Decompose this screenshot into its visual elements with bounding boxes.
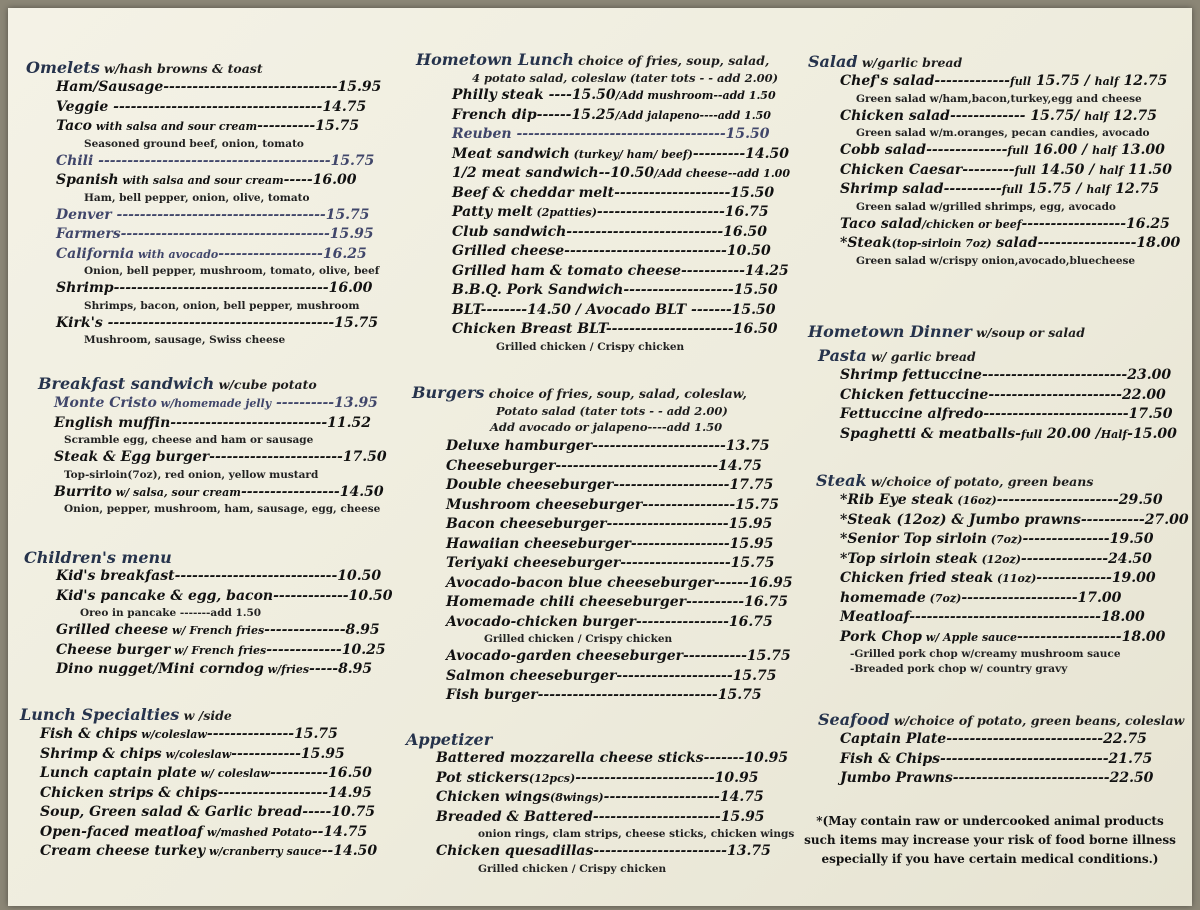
menu-item-note: half: [1086, 183, 1111, 196]
menu-item-note: full: [1020, 427, 1043, 441]
menu-item: [26, 171, 388, 191]
menu-item: [808, 234, 1180, 254]
menu-item-text: Fettuccine alfredo-------------------------17.50: [840, 406, 1173, 422]
menu-item-note: w/ coleslaw: [196, 767, 270, 780]
menu-item-note: /Add jalapeno----add 1.50: [615, 108, 771, 122]
menu-item-description: Grilled chicken / Crispy chicken: [478, 862, 667, 875]
menu-item: [406, 749, 789, 769]
menu-item-text: ---------14.50: [692, 145, 789, 162]
menu-item-text: -------------19.00: [1036, 570, 1156, 586]
menu-item: [416, 223, 782, 243]
menu-item: [24, 621, 388, 641]
menu-item-text: Reuben ------------------------------------15.50: [452, 126, 770, 142]
menu-item-text: 12.75: [1108, 107, 1157, 124]
menu-item-text: Meat sandwich: [452, 145, 570, 162]
menu-item-text: Monte Cristo: [54, 395, 157, 411]
menu-item: [20, 745, 388, 765]
menu-item-text: Shrimp fettuccine-------------------------23.00: [840, 367, 1172, 383]
menu-item-note: with avocado: [134, 247, 219, 261]
burgers-addons-note: Add avocado or jalapeno----add 1.50: [490, 420, 723, 434]
menu-item: [816, 628, 1180, 648]
menu-item: [808, 141, 1180, 161]
menu-item-note: w/ French fries: [170, 643, 267, 657]
menu-item-note: w/coleslaw: [137, 728, 207, 741]
menu-item-text: Grilled cheese: [56, 622, 169, 638]
menu-item-text: 16.00 /: [1028, 142, 1093, 158]
menu-item-note: full: [1009, 75, 1032, 88]
menu-item-text: *Steak (12oz) & Jumbo prawns-----------27.00: [840, 511, 1189, 528]
menu-item-text: -15.00: [1127, 425, 1177, 442]
menu-item: [816, 550, 1180, 570]
section-burgers: [412, 383, 793, 706]
menu-item-note: /chicken or beef: [922, 217, 1022, 231]
menu-item-description: Scramble egg, cheese and ham or sausage: [64, 434, 314, 446]
menu-item: [26, 117, 388, 137]
menu-item-description: Green salad w/grilled shrimps, egg, avocado: [856, 200, 1116, 213]
menu-item-text: Hawaiian cheeseburger-----------------15.95: [446, 535, 774, 552]
menu-item: [412, 496, 782, 516]
menu-item-text: *Senior Top sirloin: [840, 531, 987, 547]
menu-item: [816, 569, 1180, 589]
menu-item: [24, 660, 388, 680]
menu-item: [26, 314, 388, 334]
menu-item: [412, 515, 782, 535]
menu-item-text: Salmon cheeseburger--------------------15.75: [446, 667, 777, 684]
menu-item-note: w/ salsa, sour cream: [111, 485, 241, 499]
menu-item-text: salad-----------------18.00: [991, 235, 1181, 251]
menu-item-text: Kid's breakfast----------------------------10.50: [56, 568, 382, 584]
menu-item: [20, 725, 388, 745]
menu-item-note: full: [1007, 144, 1029, 157]
section-omelets: [26, 58, 388, 348]
menu-item: [818, 730, 1180, 750]
menu-item: [818, 405, 1180, 425]
section-breakfast-sandwich: [38, 374, 388, 517]
menu-item-description: onion rings, clam strips, cheese sticks, chicken wings: [478, 828, 795, 840]
menu-item: [406, 769, 782, 789]
menu-item: [816, 608, 1180, 628]
menu-item-text: ------------------18.00: [1016, 628, 1166, 645]
menu-item-description: Ham, bell pepper, onion, olive, tomato: [84, 191, 310, 204]
menu-item-text: 1/2 meat sandwich--10.50: [452, 165, 655, 181]
menu-item: [20, 803, 388, 823]
menu-item-text: Teriyaki cheeseburger-------------------15.75: [446, 555, 775, 571]
menu-item-text: --------------------14.75: [603, 789, 764, 805]
menu-item-text: Chicken fettuccine-----------------------22.00: [840, 386, 1166, 403]
menu-item-text: Jumbo Prawns---------------------------22.50: [840, 770, 1154, 786]
menu-sheet: [8, 8, 1192, 906]
section-title-lunch-specialties: Lunch Specialties w /side: [20, 705, 232, 724]
menu-item-text: Grilled cheese----------------------------10.50: [452, 243, 771, 259]
menu-item-text: Veggie ------------------------------------14.75: [56, 98, 367, 115]
menu-item-text: Chicken fried steak: [840, 570, 994, 586]
menu-item-text: --14.50: [321, 843, 378, 859]
menu-item: [406, 788, 782, 808]
menu-item-text: Ham/Sausage------------------------------15.95: [56, 79, 382, 95]
menu-item-text: -----16.00: [283, 172, 357, 188]
menu-item-text: Avocado-garden cheeseburger-----------15.75: [446, 648, 791, 664]
menu-item-text: Cream cheese turkey: [40, 843, 206, 859]
menu-item-text: Taco salad: [840, 215, 923, 232]
menu-item-text: *Rib Eye steak: [840, 492, 954, 508]
section-title-salad: Salad w/garlic bread: [808, 52, 963, 71]
menu-item: [818, 366, 1180, 386]
section-lunch-specialties: [20, 705, 388, 862]
menu-item: [20, 842, 388, 862]
menu-item-text: Bacon cheeseburger---------------------15.95: [446, 516, 773, 532]
menu-item-text: -----------------14.50: [240, 483, 384, 500]
section-hometown-lunch: [416, 50, 790, 355]
menu-item: [416, 106, 782, 126]
menu-item-text: Philly steak ----15.50: [452, 87, 616, 103]
menu-item-note: w/homemade jelly: [156, 397, 272, 410]
menu-item-note: /Add mushroom--add 1.50: [615, 89, 776, 102]
menu-item-note: (12pcs): [528, 771, 576, 785]
menu-item-description: -Grilled pork chop w/creamy mushroom sauce: [850, 648, 1121, 660]
menu-item: [24, 587, 393, 607]
menu-item-text: Chef's salad-------------: [840, 73, 1010, 89]
menu-item-description: Green salad w/ham,bacon,turkey,egg and cheese: [856, 92, 1142, 105]
menu-item: [26, 98, 388, 118]
menu-item: [412, 613, 782, 633]
menu-item: [416, 242, 782, 262]
menu-item-description: Grilled chicken / Crispy chicken: [496, 340, 685, 353]
menu-item-text: Spanish: [56, 172, 119, 188]
menu-item-text: Burrito: [54, 483, 112, 500]
menu-item-text: *Top sirloin steak: [840, 550, 978, 567]
menu-item: [816, 530, 1180, 550]
menu-item-text: 14.50 /: [1035, 161, 1100, 178]
menu-item-text: Pot stickers: [436, 769, 529, 786]
menu-item-note: full: [1014, 163, 1036, 177]
menu-item: [26, 279, 388, 299]
menu-item-note: half: [1099, 163, 1124, 177]
menu-item-text: Avocado-chicken burger----------------16.75: [446, 613, 773, 630]
menu-item: [20, 823, 388, 843]
menu-item: [416, 164, 790, 184]
menu-item-note: (12oz): [977, 552, 1021, 566]
menu-item: [808, 107, 1180, 127]
menu-item-text: 11.50: [1123, 161, 1173, 178]
menu-item-description: Seasoned ground beef, onion, tomato: [84, 137, 304, 150]
menu-item: [412, 667, 782, 687]
section-title-breakfast-sandwich: Breakfast sandwich w/cube potato: [38, 374, 317, 393]
menu-item-note: (7oz): [986, 533, 1023, 546]
menu-item-text: Chicken Caesar---------: [840, 161, 1015, 178]
menu-item: [416, 86, 782, 106]
menu-item-text: BLT--------14.50 / Avocado BLT -------15.50: [452, 301, 776, 318]
menu-item-text: Cobb salad--------------: [840, 142, 1008, 158]
menu-item-text: Chicken quesadillas-----------------------13.75: [436, 843, 771, 859]
menu-item-text: Shrimp salad----------: [840, 181, 1002, 197]
section-title-hometown-lunch: Hometown Lunch choice of fries, soup, salad,: [416, 50, 770, 69]
menu-item: [26, 245, 388, 265]
menu-item-text: Shrimp-------------------------------------16.00: [56, 280, 373, 296]
menu-item-text: Fish & Chips-----------------------------21.75: [840, 750, 1153, 767]
menu-item-text: Captain Plate---------------------------22.75: [840, 731, 1147, 747]
menu-item-text: Taco: [56, 118, 93, 134]
menu-item-note: half: [1084, 109, 1109, 123]
menu-item-text: --------------8.95: [264, 622, 380, 638]
menu-item: [818, 769, 1180, 789]
menu-item: [412, 686, 782, 706]
menu-item-text: 13.00: [1116, 142, 1165, 158]
menu-item: [808, 161, 1180, 181]
menu-item-text: Chicken Breast BLT----------------------16.50: [452, 321, 778, 337]
menu-item-note: (11oz): [993, 572, 1037, 585]
menu-item-text: Soup, Green salad & Garlic bread-----10.75: [40, 804, 376, 820]
menu-item-text: Denver ------------------------------------15.75: [56, 206, 370, 223]
menu-item: [406, 808, 782, 828]
menu-item-text: ------------------16.25: [218, 245, 367, 262]
menu-item-text: Dino nugget/Mini corndog: [56, 661, 264, 677]
menu-item-text: B.B.Q. Pork Sandwich-------------------15.50: [452, 282, 778, 298]
menu-item-text: ---------------------29.50: [996, 492, 1163, 508]
menu-item-text: English muffin---------------------------11.52: [54, 414, 372, 431]
menu-item-text: --14.75: [311, 823, 368, 840]
menu-item-description: Shrimps, bacon, onion, bell pepper, mushroom: [84, 299, 360, 312]
menu-item-text: 15.75 /: [1031, 73, 1095, 89]
menu-item: [818, 386, 1180, 406]
menu-item: [808, 215, 1180, 235]
menu-item-description: Onion, bell pepper, mushroom, tomato, olive, beef: [84, 265, 380, 277]
menu-item-text: -----8.95: [309, 661, 373, 677]
menu-item-note: (7oz): [925, 591, 962, 605]
menu-item-description: Oreo in pancake -------add 1.50: [80, 607, 262, 619]
section-title-omelets: Omelets w/hash browns & toast: [26, 58, 263, 77]
menu-item: [26, 206, 388, 226]
menu-item-note: (turkey/ ham/ beef): [569, 147, 693, 161]
menu-item-note: /Add cheese--add 1.00: [654, 167, 790, 180]
menu-item: [412, 593, 788, 613]
menu-item-text: Chicken strips & chips-------------------14.95: [40, 784, 372, 801]
menu-item-text: 20.00 /: [1042, 425, 1101, 442]
menu-item-text: ----------------------16.75: [596, 204, 769, 220]
menu-item-text: 12.75: [1118, 73, 1168, 89]
menu-item-text: Club sandwich---------------------------16.50: [452, 223, 768, 240]
menu-item-text: Patty melt: [452, 204, 533, 220]
menu-item-note: w/mashed Potato: [203, 825, 312, 839]
menu-item: [816, 589, 1180, 609]
menu-item: [412, 574, 793, 594]
menu-item-note: with salsa and sour cream: [92, 120, 258, 133]
menu-item-text: Kirk's ---------------------------------------15.75: [56, 314, 379, 331]
menu-item: [412, 647, 791, 667]
section-steak: [816, 471, 1189, 677]
menu-item: [24, 567, 388, 587]
menu-item-text: ----------16.50: [269, 765, 372, 781]
menu-item-text: Battered mozzarella cheese sticks-------10.95: [436, 750, 789, 766]
menu-item: [26, 78, 388, 98]
menu-item-text: California: [56, 245, 135, 262]
menu-item: [808, 72, 1180, 92]
menu-item-text: 12.75: [1110, 181, 1160, 197]
menu-item-note: w/ French fries: [168, 624, 265, 637]
section-title-seafood: Seafood w/choice of potato, green beans, coleslaw: [818, 710, 1185, 729]
menu-item: [412, 437, 782, 457]
menu-item-note: full: [1001, 183, 1023, 196]
menu-item: [412, 457, 782, 477]
menu-item: [412, 476, 782, 496]
section-salad: [808, 52, 1180, 269]
section-title-steak: Steak w/choice of potato, green beans: [816, 471, 1094, 490]
menu-item: [38, 394, 388, 414]
menu-item-text: ------------------------10.95: [575, 769, 759, 786]
menu-item-text: Homemade chili cheeseburger----------16.75: [446, 594, 788, 610]
menu-item-note: with salsa and sour cream: [118, 174, 284, 187]
menu-item-text: Deluxe hamburger-----------------------13.75: [446, 438, 770, 454]
menu-item: [24, 641, 388, 661]
menu-item: [38, 414, 388, 434]
menu-item-note: Half: [1100, 427, 1128, 441]
menu-item-text: Fish burger-------------------------------15.75: [446, 687, 762, 703]
menu-item-note: w/fries: [263, 663, 310, 676]
section-title-hometown-dinner: Hometown Dinner w/soup or salad: [808, 322, 1085, 341]
menu-item: [416, 281, 782, 301]
menu-item-description: Mushroom, sausage, Swiss cheese: [84, 334, 286, 346]
menu-item-text: Pork Chop: [840, 628, 922, 645]
menu-item: [416, 125, 782, 145]
menu-item: [20, 784, 388, 804]
menu-item-text: Chili ----------------------------------------15.75: [56, 152, 375, 169]
menu-item-note: w/ Apple sauce: [921, 630, 1017, 644]
menu-item-description: -Breaded pork chop w/ country gravy: [850, 663, 1068, 675]
menu-item-text: Lunch captain plate: [40, 765, 197, 781]
menu-item: [416, 184, 782, 204]
menu-item-description: Green salad w/m.oranges, pecan candies, avocado: [856, 127, 1150, 139]
menu-item: [406, 842, 782, 862]
menu-item-text: Farmers------------------------------------15.95: [56, 226, 374, 242]
menu-item: [416, 262, 789, 282]
disclaimer-line: such items may increase your risk of food borne illness: [804, 833, 1176, 847]
menu-item-text: Steak & Egg burger-----------------------17.50: [54, 449, 387, 465]
menu-item: [38, 483, 388, 503]
menu-item-text: Avocado-bacon blue cheeseburger------16.95: [446, 574, 793, 591]
menu-item-text: Chicken wings: [436, 789, 551, 805]
menu-item-text: Meatloaf---------------------------------18.00: [840, 609, 1145, 625]
burgers-sides-note: Potato salad (tater tots - - add 2.00): [496, 404, 728, 418]
menu-item-description: Onion, pepper, mushroom, ham, sausage, egg, cheese: [64, 503, 381, 515]
menu-item-text: ----------13.95: [271, 395, 378, 411]
menu-item: [412, 535, 782, 555]
menu-item-text: French dip------15.25: [452, 106, 616, 123]
menu-item-text: Cheese burger: [56, 641, 171, 658]
menu-item: [416, 301, 782, 321]
menu-item-text: Fish & chips: [40, 726, 138, 742]
menu-item-text: Chicken salad-------------: [840, 107, 1026, 124]
menu-item: [816, 511, 1189, 531]
menu-item-text: Kid's pancake & egg, bacon-------------10.50: [56, 587, 393, 604]
menu-item-description: Green salad w/crispy onion,avocado,bluecheese: [856, 254, 1136, 267]
menu-item-note: w/coleslaw: [161, 747, 232, 761]
menu-item-text: ---------------24.50: [1020, 550, 1152, 567]
menu-item: [412, 554, 782, 574]
menu-item-text: ------------15.95: [231, 745, 345, 762]
menu-item-text: --------------------17.00: [961, 589, 1122, 606]
section-title-childrens-menu: Children's menu: [24, 548, 172, 567]
menu-item: [818, 750, 1180, 770]
menu-item-description: Grilled chicken / Crispy chicken: [484, 633, 673, 645]
section-pasta: [818, 346, 1180, 444]
menu-item: [416, 145, 789, 165]
menu-item: [20, 764, 388, 784]
menu-item-text: Beef & cheddar melt--------------------15.50: [452, 184, 775, 201]
menu-item: [816, 491, 1180, 511]
menu-item-text: ------------------16.25: [1021, 215, 1170, 232]
section-childrens-menu: [24, 548, 393, 680]
menu-item: [416, 203, 782, 223]
menu-item: [818, 425, 1180, 445]
menu-item-text: ---------------15.75: [206, 726, 338, 742]
menu-item-note: (8wings): [550, 791, 604, 804]
section-appetizer: [406, 730, 795, 877]
menu-item-note: half: [1092, 144, 1117, 157]
menu-item-text: Shrimp & chips: [40, 745, 162, 762]
menu-item: [416, 320, 782, 340]
allergen-disclaimer: [800, 812, 1180, 869]
menu-item-text: 15.75 /: [1022, 181, 1087, 197]
menu-item-note: (2patties): [532, 206, 597, 219]
menu-item-text: ---------------19.50: [1022, 531, 1154, 547]
menu-item-text: 15.75/: [1025, 107, 1085, 124]
menu-item-text: Double cheeseburger--------------------17.75: [446, 477, 774, 493]
menu-item-text: Open-faced meatloaf: [40, 823, 204, 840]
menu-item: [26, 152, 388, 172]
disclaimer-line: *(May contain raw or undercooked animal products: [816, 814, 1164, 828]
section-hometown-dinner: [808, 322, 1180, 342]
menu-item-text: ----------15.75: [257, 118, 360, 134]
menu-item: [26, 225, 388, 245]
menu-item: [808, 180, 1180, 200]
menu-item-text: Grilled ham & tomato cheese-----------14.25: [452, 262, 789, 279]
section-title-appetizer: Appetizer: [406, 730, 493, 749]
menu-item-text: Spaghetti & meatballs-: [840, 425, 1021, 442]
menu-item-text: Mushroom cheeseburger----------------15.75: [446, 496, 780, 513]
disclaimer-line: especially if you have certain medical conditions.): [821, 852, 1159, 866]
menu-item-note: (top-sirloin 7oz): [891, 237, 992, 250]
section-seafood: [818, 710, 1185, 789]
menu-item-text: Breaded & Battered----------------------15.95: [436, 808, 765, 825]
menu-item-description: Top-sirloin(7oz), red onion, yellow mustard: [64, 468, 319, 481]
menu-item: [38, 448, 388, 468]
menu-item-text: Cheeseburger----------------------------14.75: [446, 457, 762, 474]
menu-item-text: -------------10.25: [266, 641, 386, 658]
menu-item-note: (16oz): [953, 494, 997, 507]
section-title-pasta: Pasta w/ garlic bread: [818, 346, 976, 365]
menu-item-text: *Steak: [840, 235, 892, 251]
menu-item-note: w/cranberry sauce: [205, 845, 322, 858]
menu-item-note: half: [1094, 75, 1119, 88]
section-title-burgers: Burgers choice of fries, soup, salad, coleslaw,: [412, 383, 747, 402]
hometown-lunch-sides-note: 4 potato salad, coleslaw (tater tots - - add 2.00): [472, 71, 779, 85]
menu-item-text: homemade: [840, 589, 926, 606]
